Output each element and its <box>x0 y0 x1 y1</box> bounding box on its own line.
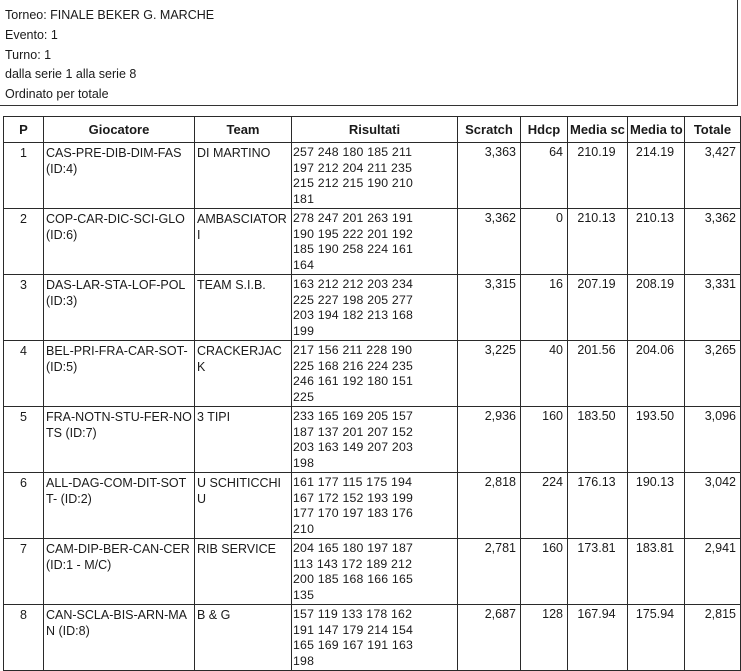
score-line: 225 168 216 224 235 <box>293 358 414 373</box>
score-line: 200 185 168 166 165 <box>293 572 414 586</box>
scratch-cell: 3,363 <box>458 143 521 209</box>
position-cell: 2 <box>4 209 44 275</box>
scratch-cell: 2,818 <box>458 473 521 539</box>
media-scratch-cell: 210.19 <box>568 143 628 209</box>
score-line: 167 172 152 193 199 <box>293 490 414 505</box>
score-line: 215 212 215 190 210 <box>293 176 414 190</box>
player-cell: CAM-DIP-BER-CAN-CER (ID:1 - M/C) <box>44 539 195 605</box>
score-line: 233 165 169 205 157 <box>293 409 414 423</box>
scratch-cell: 2,781 <box>458 539 521 605</box>
position-cell: 8 <box>4 605 44 671</box>
team-cell: AMBASCIATORI <box>195 209 292 275</box>
scratch-cell: 2,687 <box>458 605 521 671</box>
player-cell: CAS-PRE-DIB-DIM-FAS (ID:4) <box>44 143 195 209</box>
column-header-total: Totale <box>685 117 741 143</box>
media-total-cell: 183.81 <box>628 539 685 605</box>
table-row <box>4 209 741 275</box>
total-cell: 2,941 <box>685 539 741 605</box>
round-line: Turno: 1 <box>5 47 52 62</box>
column-header-team: Team <box>195 117 292 143</box>
results-cell <box>292 275 458 341</box>
scratch-cell: 3,225 <box>458 341 521 407</box>
score-line: 204 165 180 197 187 <box>293 541 414 555</box>
score-line: 197 212 204 211 235 <box>293 160 413 175</box>
results-cell <box>292 209 458 275</box>
scratch-cell: 3,362 <box>458 209 521 275</box>
total-cell: 2,815 <box>685 605 741 671</box>
score-line: 217 156 211 228 190 <box>293 343 413 357</box>
media-scratch-cell: 183.50 <box>568 407 628 473</box>
position-cell: 4 <box>4 341 44 407</box>
score-line: 203 194 182 213 168 <box>293 308 414 322</box>
team-cell: CRACKERJACK <box>195 341 292 407</box>
media-total-cell: 208.19 <box>628 275 685 341</box>
media-scratch-cell: 167.94 <box>568 605 628 671</box>
table-row <box>4 605 741 671</box>
hdcp-cell: 0 <box>521 209 568 275</box>
hdcp-cell: 128 <box>521 605 568 671</box>
column-header-media-total: Media to <box>628 117 685 143</box>
hdcp-cell: 224 <box>521 473 568 539</box>
event-line: Evento: 1 <box>5 27 58 42</box>
total-cell: 3,331 <box>685 275 741 341</box>
media-total-cell: 204.06 <box>628 341 685 407</box>
media-scratch-cell: 210.13 <box>568 209 628 275</box>
media-scratch-cell: 176.13 <box>568 473 628 539</box>
media-scratch-cell: 207.19 <box>568 275 628 341</box>
column-header-hdcp: Hdcp <box>521 117 568 143</box>
score-line: 163 212 212 203 234 <box>293 277 414 291</box>
report-header <box>0 0 738 106</box>
player-cell: BEL-PRI-FRA-CAR-SOT- (ID:5) <box>44 341 195 407</box>
total-cell: 3,427 <box>685 143 741 209</box>
team-cell: RIB SERVICE <box>195 539 292 605</box>
score-line: 225 227 198 205 277 <box>293 292 414 307</box>
score-line: 225 <box>293 389 315 404</box>
score-line: 203 163 149 207 203 <box>293 440 414 454</box>
score-line: 161 177 115 175 194 <box>293 475 413 489</box>
team-cell: 3 TIPI <box>195 407 292 473</box>
position-cell: 1 <box>4 143 44 209</box>
results-cell <box>292 473 458 539</box>
hdcp-cell: 16 <box>521 275 568 341</box>
standings-table <box>3 116 741 671</box>
total-cell: 3,265 <box>685 341 741 407</box>
team-cell: U SCHITICCHIU <box>195 473 292 539</box>
tournament-line: Torneo: FINALE BEKER G. MARCHE <box>5 8 215 22</box>
score-line: 191 147 179 214 154 <box>293 622 414 637</box>
position-cell: 3 <box>4 275 44 341</box>
score-line: 135 <box>293 587 315 602</box>
series-range-line: dalla serie 1 alla serie 8 <box>5 67 137 82</box>
total-cell: 3,362 <box>685 209 741 275</box>
score-line: 190 195 222 201 192 <box>293 226 414 241</box>
table-row <box>4 473 741 539</box>
player-cell: COP-CAR-DIC-SCI-GLO (ID:6) <box>44 209 195 275</box>
hdcp-cell: 160 <box>521 539 568 605</box>
score-line: 113 143 172 189 212 <box>293 556 413 571</box>
team-cell: TEAM S.I.B. <box>195 275 292 341</box>
results-cell <box>292 143 458 209</box>
score-line: 187 137 201 207 152 <box>293 424 414 439</box>
total-cell: 3,042 <box>685 473 741 539</box>
results-cell <box>292 605 458 671</box>
player-cell: DAS-LAR-STA-LOF-POL (ID:3) <box>44 275 195 341</box>
table-row <box>4 539 741 605</box>
score-line: 199 <box>293 323 315 338</box>
scratch-cell: 3,315 <box>458 275 521 341</box>
table-row <box>4 143 741 209</box>
score-line: 165 169 167 191 163 <box>293 638 414 652</box>
column-header-player: Giocatore <box>44 117 195 143</box>
media-total-cell: 210.13 <box>628 209 685 275</box>
score-line: 278 247 201 263 191 <box>293 211 414 225</box>
score-line: 157 119 133 178 162 <box>293 607 413 621</box>
media-total-cell: 193.50 <box>628 407 685 473</box>
column-header-results: Risultati <box>292 117 458 143</box>
column-header-pos: P <box>4 117 44 143</box>
media-scratch-cell: 173.81 <box>568 539 628 605</box>
scratch-cell: 2,936 <box>458 407 521 473</box>
table-row <box>4 275 741 341</box>
position-cell: 5 <box>4 407 44 473</box>
media-scratch-cell: 201.56 <box>568 341 628 407</box>
score-line: 210 <box>293 521 315 536</box>
column-header-media-scratch: Media sc <box>568 117 628 143</box>
score-line: 181 <box>293 191 315 206</box>
hdcp-cell: 64 <box>521 143 568 209</box>
hdcp-cell: 160 <box>521 407 568 473</box>
score-line: 198 <box>293 455 315 470</box>
player-cell: FRA-NOTN-STU-FER-NOTS (ID:7) <box>44 407 195 473</box>
table-row <box>4 407 741 473</box>
media-total-cell: 175.94 <box>628 605 685 671</box>
score-line: 257 248 180 185 211 <box>293 145 413 159</box>
score-line: 185 190 258 224 161 <box>293 242 414 256</box>
team-cell: DI MARTINO <box>195 143 292 209</box>
total-cell: 3,096 <box>685 407 741 473</box>
player-cell: CAN-SCLA-BIS-ARN-MAN (ID:8) <box>44 605 195 671</box>
score-line: 198 <box>293 653 315 668</box>
column-header-scratch: Scratch <box>458 117 521 143</box>
table-row <box>4 341 741 407</box>
position-cell: 6 <box>4 473 44 539</box>
score-line: 164 <box>293 257 315 272</box>
media-total-cell: 190.13 <box>628 473 685 539</box>
hdcp-cell: 40 <box>521 341 568 407</box>
sort-order-line: Ordinato per totale <box>5 87 109 102</box>
score-line: 177 170 197 183 176 <box>293 506 414 520</box>
results-cell <box>292 539 458 605</box>
team-cell: B & G <box>195 605 292 671</box>
position-cell: 7 <box>4 539 44 605</box>
player-cell: ALL-DAG-COM-DIT-SOTT- (ID:2) <box>44 473 195 539</box>
results-cell <box>292 407 458 473</box>
score-line: 246 161 192 180 151 <box>293 374 414 388</box>
table-header-row <box>4 117 741 143</box>
media-total-cell: 214.19 <box>628 143 685 209</box>
results-cell <box>292 341 458 407</box>
